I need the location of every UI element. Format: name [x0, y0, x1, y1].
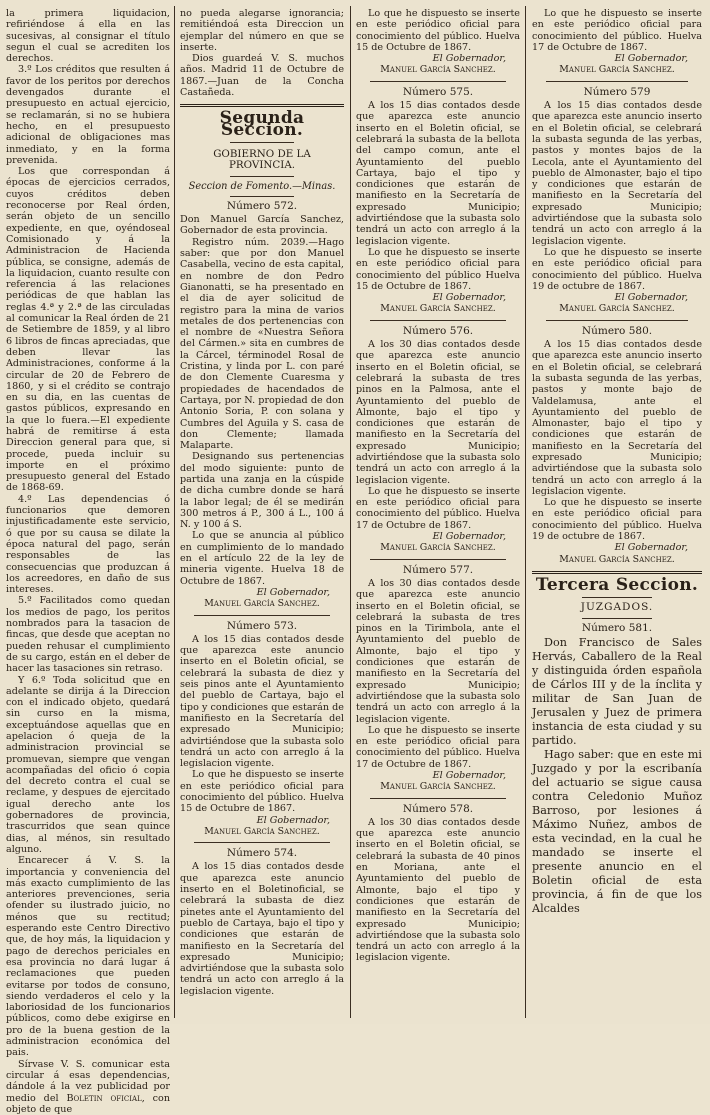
paragraph: Lo que he dispuesto se inserte en este periódico oficial para conocimiento del público Huelva 15 de Octubre de 1867.	[356, 246, 520, 292]
divider	[370, 320, 506, 321]
paragraph: Lo que he dispuesto se inserte en este periódico oficial para conocimiento del público. Huelva 17 de Octubre de 1867.	[532, 8, 702, 53]
paragraph: 5.º Facilitados como quedan los medios de pago, los peritos nombrados para la tasacion de fincas, que desde que aceptan no pueden rehusar el cumplimiento de su cargo, están en el deber de hacer las tasaciones sin retraso.	[6, 595, 170, 675]
signature-name: Manuel García Sanchez.	[559, 303, 675, 315]
paragraph: Don Manuel García Sanchez, Gobernador de esta provincia.	[180, 214, 344, 237]
paragraph: Lo que he dispuesto se inserte en este periódico oficial para conocimiento del público. Huelva 15 de Octubre de 1867.	[180, 769, 344, 815]
divider	[370, 81, 506, 82]
paragraph: Lo que he dispuesto se inserte en este periódico oficial para conocimiento del público. Huelva 15 de Octubre de 1867.	[356, 8, 520, 53]
signature-title: El Gobernador,	[432, 531, 506, 543]
paragraph: A los 15 dias contados desde que aparezca este anuncio inserto en el Boletinoficial, se celebrará la subasta de diez pinetes ante el Ayuntamiento del pueblo de Cartaya, bajo el tipo y condiciones que estarán de manifiesto en la Secretaría del expresado Municipio; advirtiéndose que la subasta solo tendrá un acto con arreglo á la legislacion vigente.	[180, 861, 344, 997]
paragraph: Los que correspondan á épocas de ejercicios cerrados, cuyos créditos deben reconocerse por Real órden, serán objeto de un sencillo expediente, en que, oyéndoseal Comisionado y á la Administracion de Hacienda pública, se consigne, además de la liquidacion, cuanto resulte con referencia á las relaciones periódicas de que hablan las reglas 4.ª y 2.ª de las circuladas al comunicar la Real órden de 21 de Setiembre de 1859, y al libro 6 libros de fincas apreciadas, que deben llevar las Administraciones, conforme á la circular de 20 de Febrero de 1860, y si el crédito se contrajo en su dia, en las cuentas de gastos públicos, expresando en la que lo fuera.—El expediente habrá de remitirse á esta Direccion general para que, si procede, pueda incluir su importe en el próximo presupuesto general del Estado de 1868-69.	[6, 166, 170, 494]
notice-number: Número 578.	[402, 802, 474, 815]
paragraph: Lo que he dispuesto se inserte en este periódico oficial para conocimiento del público. Huelva 17 de Octubre de 1867.	[356, 485, 520, 531]
section-title: Tercera Seccion.	[535, 574, 699, 595]
text: , con objeto de que	[6, 1092, 170, 1115]
divider	[582, 597, 652, 598]
paragraph: A los 15 dias contados desde que aparezca este anuncio inserto en el Boletin oficial, se celebrará la subasta segunda de las yerbas, pastos y montes bajos de la Lecola, ante el Ayuntamiento del pueblo de Almonaster, bajo el tipo y condiciones que estarán de manifiesto en la Secretaría del expresado Municipio; advirtiéndose que la subasta solo tendrá un acto con arreglo á la legislacion vigente.	[532, 100, 702, 247]
paragraph: Dios guardeá V. S. muchos años. Madrid 11 de Octubre de 1867.—Juan de la Concha Castañeda.	[180, 53, 344, 99]
paragraph: la primera liquidacion, refiriéndose á ella en las sucesivas, al consignar el título segun el cual se acrediten los derechos.	[6, 8, 170, 65]
paragraph: Designando sus pertenencias del modo siguiente: punto de partida una zanja en la cúspide de dicha cumbre donde se hará la labor legal; de él se medirán 300 metros á P., 300 á L., 100 á N. y 100 á S.	[180, 451, 344, 531]
notice-number: Número 579	[583, 85, 651, 98]
paragraph: Lo que he dispuesto se inserte en este periódico oficial para conocimiento del público. Huelva 19 de octubre de 1867.	[532, 497, 702, 543]
notice-number: Número 574.	[226, 847, 298, 860]
signature-name: Manuel García Sanchez.	[559, 64, 675, 76]
signature-name: Manuel García Sanchez.	[204, 825, 320, 837]
paragraph: A los 30 dias contados desde que aparezca este anuncio inserto en el Boletin oficial, se celebrará la subasta de tres pinos en la Palmosa, ante el Ayuntamiento del pueblo de Almonte, bajo el tipo y condiciones que estarán de manifiesto en la Secretaría del expresado Municipio; advirtiéndose que la subasta solo tendrá un acto con arreglo á la legislacion vigente.	[356, 339, 520, 486]
divider	[230, 142, 294, 143]
column-1	[6, 8, 170, 1115]
divider	[230, 176, 294, 177]
paragraph: A los 30 dias contados desde que aparezca este anuncio inserto en el Boletin oficial, se celebrará la subasta de 40 pinos en Moriana, ante el Ayuntamiento del pueblo de Almonte, bajo el tipo y condiciones que estarán de manifiesto en la Secretaría del expresado Municipio; advirtiéndose que la subasta solo tendrá un acto con arreglo á la legislacion vigente.	[356, 816, 520, 964]
paragraph: Don Francisco de Sales Hervás, Caballero de la Real y distinguida órden española de Cárlos III y de la ínclita y militar de San Juan de Jerusalen y Juez de primera instancia de esta ciudad y su partido.	[532, 635, 702, 747]
column-2	[180, 8, 344, 997]
signature-title: El Gobernador,	[432, 292, 506, 304]
notice-number: Número 572.	[226, 199, 298, 212]
column-3	[356, 8, 520, 964]
notice-number: Número 577.	[402, 563, 474, 576]
column-divider	[350, 6, 351, 1018]
divider	[582, 618, 652, 619]
signature-name: Manuel García Sanchez.	[380, 542, 496, 554]
notice-number: Número 573.	[226, 619, 298, 632]
signature-title: El Gobernador,	[614, 542, 688, 554]
text: Sírvase V. S. comunicar esta circular á esas dependencias, dándole á la vez publicidad por medio del	[6, 1058, 170, 1104]
paragraph: Registro núm. 2039.—Hago saber: que por don Manuel Casabella, vecino de esta capital, en nombre de don Pedro Gianonatti, se ha presentado en el dia de ayer solicitud de registro para la mina de varios metales de dos pertenencias con el nombre de «Nuestra Señora del Cármen.» sita en cumbres de la Cárcel, términodel Rosal de Cristina, y linda por L. con paré de don Clemente Cuaresma y propiedades de hacendados de Cartaya, por N. propiedad de don Antonio Soria, P. con solana y Cumbres del Aguila y S. casa de don Clemente; llamada Malaparte.	[180, 236, 344, 452]
divider	[546, 81, 688, 82]
paragraph: no pueda alegarse ignorancia; remitiéndoá esta Direccion un ejemplar del número en que se inserte.	[180, 8, 344, 53]
divider	[194, 842, 330, 843]
paragraph: A los 15 dias contados desde que aparezca este anuncio inserto en el Boletin oficial, se celebrará la subasta de la bellota del campo comun, ante el Ayuntamiento del pueblo Cartaya, bajo el tipo y condiciones que estarán de manifiesto en la Secretaría de expresado Municipio; advirtiéndose que la subasta solo tendrá un acto con arreglo á la legislacion vigente.	[356, 100, 520, 247]
notice-number: Número 581.	[581, 621, 653, 634]
subheading: Seccion de Fomento.—Minas.	[188, 180, 336, 192]
divider	[230, 196, 294, 197]
signature-title: El Gobernador,	[256, 814, 330, 826]
signature-title: El Gobernador,	[432, 53, 506, 65]
heading-juzgados: JUZGADOS.	[580, 601, 654, 614]
paragraph: Y 6.º Toda solicitud que en adelante se dirija á la Direccion con el indicado objeto, quedará sin curso en la misma, exceptuándose aquellas que en apelacion ó queja de la administracion provincial se promuevan, siempre que vengan acompañadas del oficio ó copia del decreto contra el cual se reclame, y despues de ejercitado igual derecho ante los gobernadores de provincia, trascurridos que sean quince dias, al ménos, sin resultado alguno.	[6, 674, 170, 855]
paragraph	[6, 1059, 170, 1115]
paragraph: 3.º Los créditos que resulten á favor de los peritos por derechos devengados durante el presupuesto en actual ejercicio, se reclamarán, si no se hubiera hecho, en el presupuesto adicional de obligaciones mas inmediato, y en la forma prevenida.	[6, 64, 170, 166]
divider	[370, 798, 506, 799]
paragraph: Lo que he dispuesto se inserte en este periódico oficial para conocimiento del público. Huelva 19 de octubre de 1867.	[532, 246, 702, 292]
column-divider	[525, 6, 526, 1018]
divider	[194, 615, 330, 616]
paragraph: A los 15 dias contados desde que aparezca este anuncio inserto en el Boletin oficial, se celebrará la subasta segunda de las yerbas, pastos y monte bajo de Valdelamusa, ante el Ayuntamiento del pueblo de Almonaster, bajo el tipo y condiciones que estarán de manifiesto en la Secretaría del expresado Municipio; advirtiéndose que la subasta solo tendrá un acto con arreglo á la legislacion vigente.	[532, 339, 702, 497]
signature-title: El Gobernador,	[432, 770, 506, 781]
notice-number: Número 580.	[581, 324, 653, 337]
paragraph: Lo que se anuncia al público en cumplimiento de lo mandado en el artículo 22 de la ley de mineria vigente. Huelva 18 de Octubre de 1867.	[180, 530, 344, 587]
paragraph: Hago saber: que en este mi Juzgado y por la escribanía del actuario se sigue causa contra Celedonio Muñoz Barroso, por lesiones á Máximo Nuñez, ambos de esta vecindad, en la cual he mandado se inserte el presente anuncio en el Boletin oficial de esta provincia, á fin de que los Alcaldes	[532, 747, 702, 915]
section-rule	[532, 571, 702, 574]
paragraph: A los 30 dias contados desde que aparezca este anuncio inserto en el Boletin oficial, se celebrará la subasta de tres pinos en la Tirimbola, ante el Ayuntamiento del pueblo de Almonte, bajo el tipo y condiciones que estarán de manifiesto en la Secretaría del expresado Municipio; advirtiéndose que la subasta solo tendrá un acto con arreglo á la legislacion vigente.	[356, 577, 520, 725]
paragraph: Encarecer á V. S. la importancia y conveniencia del más exacto cumplimiento de las anteriores prevenciones, seria ofender su ilustrado juicio, no ménos que su rectitud; esperando este Centro Directivo que, de hoy más, la liquidacion y pago de derechos periciales en esa provincia no dará lugar á reclamaciones que pueden evitarse por todos de consuno, siendo verdaderos el celo y la laboriosidad de los funcionarios públicos, como debe exigirse en pro de la buena gestion de la administracion económica del pais.	[6, 855, 170, 1059]
notice-number: Número 575.	[402, 85, 474, 98]
divider	[370, 559, 506, 560]
signature-name: Manuel García Sanchez.	[380, 64, 496, 76]
signature-name: Manuel García Sanchez.	[559, 553, 675, 565]
signature-title: El Gobernador,	[614, 53, 688, 65]
signature-name: Manuel García Sanchez.	[204, 598, 320, 610]
signature-title: El Gobernador,	[256, 586, 330, 598]
boletin-name: Boletin oficial	[66, 1092, 142, 1104]
signature-name: Manuel García Sanchez.	[380, 303, 496, 315]
heading-gobierno: GOBIERNO DE LA PROVINCIA.	[213, 147, 311, 172]
column-4	[532, 8, 702, 916]
column-divider	[174, 6, 175, 1018]
signature-name: Manuel García Sanchez.	[380, 781, 496, 793]
paragraph: A los 15 dias contados desde que aparezca este anuncio inserto en el Boletin oficial, se celebrará la subasta de diez y seis pinos ante el Ayuntamiento del pueblo de Cartaya, bajo el tipo y condiciones que estarán de manifiesto en la Secretaría del expresado Municipio; advirtiéndose que la subasta solo tendrá un acto con arreglo á la legislacion vigente.	[180, 633, 344, 770]
paragraph: 4.º Las dependencias ó funcionarios que demoren injustificadamente este servicio, ó que por su causa se dilate la época natural del pago, serán responsables de las consecuencias que produzcan á los acreedores, en daño de sus intereses.	[6, 493, 170, 596]
signature-title: El Gobernador,	[614, 292, 688, 304]
divider	[546, 320, 688, 321]
section-title: Segunda Seccion.	[219, 108, 305, 140]
paragraph: Lo que he dispuesto se inserte en este periódico oficial para conocimiento del público. Huelva 17 de Octubre de 1867.	[356, 724, 520, 770]
notice-number: Número 576.	[402, 324, 474, 337]
section-rule	[180, 104, 344, 107]
